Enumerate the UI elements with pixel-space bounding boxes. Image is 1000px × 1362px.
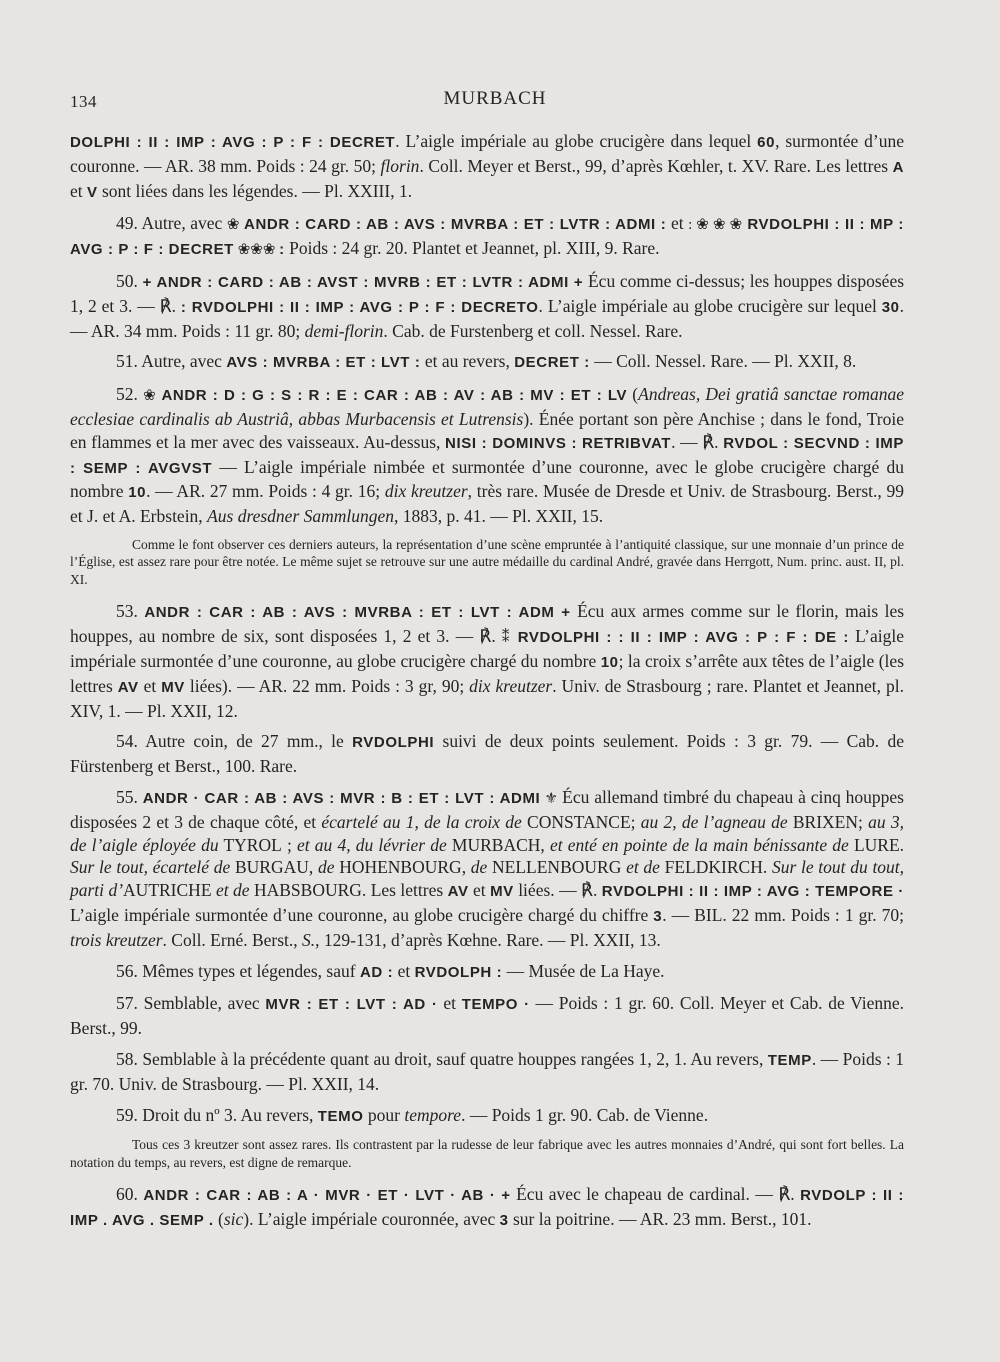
catalogue-entry	[70, 212, 904, 262]
entry-text: — Poids : 1 gr. 60. Coll. Meyer et Cab. de Vienne. Berst., 99.	[70, 993, 905, 1039]
entry-text: CONSTANCE	[521, 811, 631, 832]
coin-legend: V	[87, 183, 98, 201]
coin-legend: TEMPO ·	[461, 996, 530, 1014]
ornament-symbol: : ❀ ❀ ❀	[688, 217, 743, 234]
entry-text: florin	[380, 155, 420, 176]
entry-number: 54.	[116, 731, 146, 752]
entry-text: et de	[626, 857, 660, 878]
entry-text: BRIXEN	[787, 811, 859, 832]
entry-text: et	[138, 675, 162, 696]
coin-legend: ANDR : CAR : AB : A · MVR · ET · LVT · AB · +	[143, 1187, 511, 1205]
entry-text: . Cab. de Furstenberg et coll. Nessel. Rare.	[383, 320, 683, 341]
entry-text: (	[627, 384, 639, 405]
entry-text: Écu avec le chapeau de cardinal. — ℟.	[510, 1184, 801, 1205]
coin-legend: + ANDR : CARD : AB : AVST : MVRB : ET : LVTR : ADMI +	[142, 273, 584, 291]
entry-text: , très rare. Musée de Dresde et Univ. de Strasbourg. Berst., 99 et J. et A. Erbstein,	[70, 481, 904, 527]
entry-number: 60.	[116, 1184, 144, 1205]
coin-legend: DOLPHI : II : IMP : AVG : P : F : DECRET	[70, 134, 396, 151]
catalogue-entry	[70, 1104, 904, 1129]
entry-text: et de	[215, 880, 250, 901]
ornament-symbol: ⁑	[501, 630, 512, 647]
entry-number: 59.	[116, 1104, 143, 1125]
entry-text: BURGAU	[230, 857, 309, 878]
entry-text: ; la croix s’arrête aux têtes de l’aigle (les lettres	[70, 651, 904, 696]
entry-number: 57.	[116, 993, 144, 1014]
entry-text: Poids : 24 gr. 20. Plantet et Jeannet, pl. XIII, 9. Rare.	[284, 238, 660, 259]
entry-text: Aus dresdner Sammlungen	[207, 506, 395, 527]
coin-legend: RVDOLPHI	[352, 734, 435, 752]
entry-text: ). Énée portant son père Anchise ; dans le fond, Troie en flammes et la mer avec des vaisseaux. Au-dessus,	[70, 408, 904, 452]
entry-number: 50.	[116, 270, 143, 291]
entry-text: ). L’aigle impériale couronnée, avec	[243, 1209, 500, 1230]
ornament-symbol: ❀	[226, 217, 240, 234]
coin-legend: 60	[757, 134, 776, 151]
entry-text: . — Poids : 1 gr. 70. Univ. de Strasbourg. — Pl. XXII, 14.	[70, 1049, 905, 1094]
entry-text: et	[437, 993, 462, 1014]
entry-text: HABSBOURG	[249, 880, 362, 901]
coin-legend: AV	[447, 883, 469, 901]
entry-text: — Musée de La Haye.	[502, 960, 665, 981]
entry-text: Semblable, avec	[143, 993, 266, 1014]
coin-legend: MVR : ET : LVT : AD ·	[265, 996, 438, 1014]
entry-text: . L’aigle impériale au globe crucigère sur lequel	[538, 295, 882, 316]
entry-text: FELDKIRCH	[659, 857, 763, 878]
ornament-symbol: ⚜	[540, 791, 563, 808]
catalogue-entry	[70, 383, 904, 528]
entry-text: ;	[858, 811, 869, 832]
entry-text: Sur le tout, écartelé de	[70, 857, 231, 878]
entry-text: Droit du nº 3. Au revers,	[142, 1104, 318, 1125]
entry-text: et	[70, 180, 88, 201]
catalogue-entries	[70, 130, 904, 1241]
catalogue-entry	[70, 730, 904, 778]
entry-text: . Coll. Meyer et Berst., 99, d’après Kœhler, t. XV. Rare. Les lettres	[419, 155, 893, 176]
entry-text: L’aigle impériale surmontée d’une couronne, au globe crucigère chargé du chiffre	[70, 905, 654, 926]
catalogue-entry	[70, 1183, 904, 1233]
coin-legend: MV	[490, 883, 514, 901]
entry-text: ,	[308, 857, 318, 878]
coin-legend: AVS : MVRBA : ET : LVT :	[226, 354, 421, 372]
entry-text: MURBACH	[446, 834, 541, 855]
entry-text: et	[393, 960, 415, 981]
coin-legend: 3	[653, 908, 663, 926]
coin-legend: RVDOLPHI : II : IMP : AVG : TEMPORE ·	[601, 883, 904, 901]
page-number: 134	[70, 92, 97, 111]
entry-text: S.	[302, 929, 316, 950]
entry-text: demi-florin	[304, 320, 384, 341]
entry-text: . — Poids 1 gr. 90. Cab. de Vienne.	[461, 1104, 709, 1125]
entry-number: 51.	[116, 351, 142, 372]
entry-text: dix kreutzer	[384, 481, 468, 502]
entry-text: tempore	[404, 1104, 462, 1125]
entry-number: 52.	[116, 384, 144, 405]
running-title: MURBACH	[443, 88, 547, 109]
entry-text: Écu aux armes comme sur le florin, mais les houppes, au nombre de six, sont disposées 1, 2 et 3. — ℟.	[70, 601, 905, 647]
coin-legend: RVDOLPH :	[414, 963, 503, 981]
coin-legend: ANDR : CAR : AB : AVS : MVRBA : ET : LVT : ADM +	[144, 604, 571, 622]
coin-legend: : RVDOLPHI : II : IMP : AVG : P : F : DECRETO	[180, 298, 539, 316]
entry-number: 49.	[116, 213, 142, 234]
entry-text: sur la poitrine. — AR. 23 mm. Berst., 101.	[508, 1209, 812, 1230]
catalogue-entry	[70, 960, 904, 985]
entry-text: de	[470, 857, 488, 878]
coin-legend: ANDR : D : G : S : R : E : CAR : AB : AV : AB : MV : ET : LV	[156, 387, 628, 405]
entry-text: — L’aigle impériale nimbée et surmontée d’une couronne, avec le globe crucigère chargé du nombre	[70, 456, 904, 502]
coin-legend: TEMP	[767, 1052, 812, 1069]
entry-text: NELLENBOURG	[487, 857, 622, 878]
coin-legend: :	[279, 241, 285, 259]
entry-text: . — BIL. 22 mm. Poids : 1 gr. 70;	[662, 905, 904, 926]
entry-text: ,	[461, 857, 471, 878]
entry-text: L’aigle impériale surmontée d’une couronne, au globe crucigère chargé du nombre	[70, 626, 905, 672]
coin-legend: TEMO	[317, 1107, 364, 1125]
entry-text: sic	[223, 1209, 244, 1230]
entry-text: AUTRICHE	[123, 880, 212, 901]
entry-text: Andreas, Dei gratiâ sanctae romanae ecclesiae cardinalis ab Austriâ, abbas Murbacensis et Lutrensis	[70, 384, 905, 429]
catalogue-entry	[70, 270, 904, 342]
catalogue-entry	[70, 350, 904, 375]
entry-text: et	[666, 213, 689, 234]
entry-text: . L’aigle impériale au globe crucigère dans lequel	[395, 131, 758, 151]
entry-text: liées. — ℟.	[513, 880, 602, 901]
entry-text: .	[899, 834, 905, 855]
entry-text: Sur le tout du tout, parti d’	[70, 857, 905, 901]
entry-text: .	[762, 857, 772, 878]
catalogue-entry	[70, 600, 904, 722]
coin-legend: 10	[128, 484, 147, 502]
ornament-symbol: ❀❀❀	[233, 242, 280, 259]
entry-text: , 129-131, d’après Kœhne. Rare. — Pl. XXII, 13.	[315, 929, 661, 950]
entry-text: et au revers,	[420, 351, 515, 372]
catalogue-entry	[70, 786, 904, 952]
entry-text: TYROL	[218, 834, 282, 855]
entry-text: (	[213, 1209, 224, 1230]
coin-legend: MV	[161, 678, 185, 696]
entry-text: suivi de deux points seulement. Poids : 3 gr. 79. — Cab. de Fürstenberg et Berst., 100. Rare.	[70, 731, 904, 777]
entry-text: . Les lettres	[361, 880, 448, 901]
entry-number: 56.	[116, 960, 143, 981]
coin-legend: A	[892, 158, 904, 176]
coin-legend: RVDOLPHI : : II : IMP : AVG : P : F : DE :	[511, 629, 849, 647]
coin-legend: AV	[117, 678, 139, 696]
entry-text: . — ℟.	[671, 431, 724, 452]
footnote: Comme le font observer ces derniers auteurs, la représentation d’une scène empruntée à l’antiquité classique, sur une monnaie d’un prince de l’Église, est assez rare pour être notée. Le même sujet se retrouve sur une autre médaille du cardinal André, gravée dans Herrgott, Num. princ. aust. II, pl. XI.	[70, 536, 904, 587]
entry-text: Semblable à la précédente quant au droit, sauf quatre houppes rangées 1, 2, 1. Au revers,	[142, 1049, 768, 1069]
entry-text: et enté en pointe de la main bénissante de	[549, 834, 849, 855]
entry-text: au 2, de l’agneau de	[640, 811, 788, 832]
coin-legend: 10	[600, 654, 619, 672]
entry-text: — Coll. Nessel. Rare. — Pl. XXII, 8.	[589, 351, 857, 372]
coin-legend: AD :	[359, 963, 394, 981]
entry-number: 58.	[116, 1049, 143, 1069]
entry-text: Autre, avec	[141, 213, 227, 234]
entry-number: 53.	[116, 601, 145, 622]
entry-text: . — AR. 34 mm. Poids : 11 gr. 80;	[70, 295, 904, 341]
entry-text: Mêmes types et légendes, sauf	[142, 960, 360, 981]
coin-legend: RVDOLP : II : IMP . AVG . SEMP .	[70, 1187, 904, 1230]
entry-text: Écu comme ci-dessus; les houppes disposées 1, 2 et 3. — ℟.	[70, 270, 905, 316]
entry-text: trois kreutzer	[70, 929, 163, 950]
entry-text: ;	[281, 834, 297, 855]
page-header	[70, 88, 920, 116]
coin-legend: DECRET :	[514, 354, 590, 372]
coin-legend: 30	[881, 298, 900, 316]
coin-legend: ANDR : CARD : AB : AVS : MVRBA : ET : LVTR : ADMI :	[239, 216, 667, 234]
entry-text: Autre, avec	[141, 351, 227, 372]
entry-text: HOHENBOURG	[334, 857, 462, 878]
coin-legend: NISI : DOMINVS : RETRIBVAT	[445, 434, 672, 452]
entry-text: sont liées dans les légendes. — Pl. XXIII, 1.	[97, 180, 413, 201]
coin-legend: RVDOLPHI : II : MP : AVG : P : F : DECRET	[70, 216, 904, 259]
ornament-symbol: ❀	[143, 388, 157, 405]
entry-text: Écu allemand timbré du chapeau à cinq houppes disposées 2 et 3 de chaque côté, et	[70, 787, 904, 832]
entry-text: liées). — AR. 22 mm. Poids : 3 gr, 90;	[184, 675, 470, 696]
catalogue-entry	[70, 992, 904, 1040]
coin-legend: ANDR · CAR : AB : AVS : MVR : B : ET : LVT : ADMI	[142, 790, 541, 808]
entry-text: ;	[630, 811, 641, 832]
entry-text: écartelé au 1, de la croix de	[321, 811, 522, 832]
entry-text: , surmontée d’une couronne. — AR. 38 mm. Poids : 24 gr. 50;	[70, 131, 904, 176]
coin-legend: RVDOL : SECVND : IMP : SEMP : AVGVST	[70, 434, 904, 477]
entry-text: pour	[363, 1104, 405, 1125]
entry-text: LURE	[848, 834, 900, 855]
entry-text: ,	[540, 834, 550, 855]
entry-text: et au 4, du lévrier de	[297, 834, 447, 855]
footnote: Tous ces 3 kreutzer sont assez rares. Ils contrastent par la rudesse de leur fabrique avec les autres monnaies d’André, qui sont fort belles. La notation du temps, au revers, est digne de remarque.	[70, 1137, 904, 1170]
entry-text: dix kreutzer	[469, 675, 553, 696]
entry-text: . Coll. Erné. Berst.,	[162, 929, 303, 950]
entry-text: . Univ. de Strasbourg ; rare. Plantet et Jeannet, pl. XIV, 1. — Pl. XXII, 12.	[70, 675, 904, 721]
entry-number: 55.	[116, 787, 143, 808]
catalogue-entry	[70, 130, 904, 204]
catalogue-entry	[70, 1048, 904, 1096]
entry-text: Autre coin, de 27 mm., le	[145, 731, 353, 752]
entry-text: et	[468, 880, 491, 901]
entry-text: de	[317, 857, 335, 878]
coin-legend: 3	[499, 1212, 509, 1230]
entry-text: au 3, de l’aigle éployée du	[70, 811, 904, 855]
entry-text: , 1883, p. 41. — Pl. XXII, 15.	[394, 506, 604, 527]
entry-text: . — AR. 27 mm. Poids : 4 gr. 16;	[146, 481, 385, 502]
